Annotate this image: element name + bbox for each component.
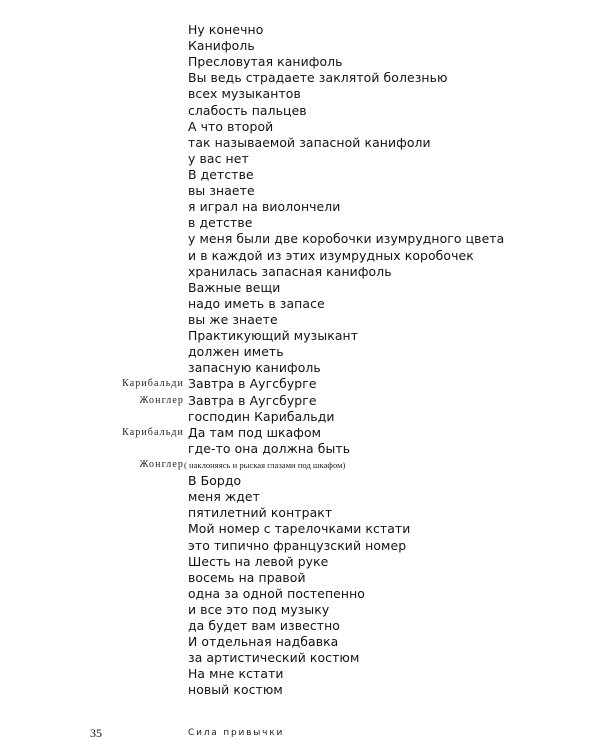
dialogue-text: Практикующий музыкант [188,328,359,344]
stage-direction: ( наклоняясь и рыская глазами под шкафом) [184,459,346,470]
script-line [0,682,600,698]
dialogue-text: Завтра в Аугсбурге [188,392,317,408]
script-line [0,618,600,634]
script-line [0,634,600,650]
script-line [0,231,600,247]
dialogue-text: надо иметь в запасе [188,295,325,311]
dialogue-text: у вас нет [188,150,249,166]
script-line [0,360,600,376]
dialogue-text: господин Карибальди [188,408,335,424]
dialogue-text: Важные вещи [188,279,281,295]
dialogue-text: новый костюм [188,682,283,698]
running-title: Сила привычки [188,728,285,738]
script-line [0,441,600,457]
dialogue-text: В детстве [188,166,254,182]
dialogue-text: да будет вам известно [188,618,340,634]
script-line [0,425,600,441]
speaker-name: Жонглер [139,394,184,406]
script-line [0,473,600,489]
script-line [0,167,600,183]
script-line [0,86,600,102]
script-line [0,602,600,618]
dialogue-text: Шесть на левой руке [188,553,329,569]
script-line [0,666,600,682]
dialogue-text: должен иметь [188,344,284,360]
dialogue-text: Мой номер с тарелочками кстати [188,521,411,537]
dialogue-text: вы же знаете [188,311,278,327]
dialogue-text: всех музыкантов [188,86,301,102]
script-line [0,38,600,54]
script-line [0,489,600,505]
page-number: 35 [90,726,102,740]
script-line [0,457,600,473]
script-line [0,650,600,666]
dialogue-text: я играл на виолончели [188,199,341,215]
script-line [0,22,600,38]
script-line [0,538,600,554]
speaker-name: Жонглер [139,458,184,470]
script-line [0,215,600,231]
dialogue-text: Пресловутая канифоль [188,54,343,70]
script-line [0,183,600,199]
dialogue-text: И отдельная надбавка [188,634,339,650]
script-line [0,586,600,602]
script-line [0,70,600,86]
script-line [0,119,600,135]
dialogue-text: и в каждой из этих изумрудных коробочек [188,247,474,263]
script-line [0,570,600,586]
dialogue-text: в детстве [188,215,253,231]
script-line [0,393,600,409]
script-line [0,135,600,151]
script-line [0,296,600,312]
script-line [0,376,600,392]
dialogue-text: Да там под шкафом [188,424,322,440]
dialogue-text: Ну конечно [188,22,264,37]
dialogue-text: Канифоль [188,38,255,54]
dialogue-text: и все это под музыку [188,601,330,617]
play-text [0,22,600,699]
dialogue-text: так называемой запасной канифоли [188,134,431,150]
dialogue-text: вы знаете [188,183,255,199]
dialogue-text: Вы ведь страдаете заклятой болезнью [188,70,448,86]
dialogue-text: хранилась запасная канифоль [188,263,392,279]
dialogue-text: где-то она должна быть [188,440,351,456]
script-line [0,199,600,215]
script-line [0,312,600,328]
speaker-name: Карибальди [122,426,184,438]
dialogue-text: меня ждет [188,489,260,505]
script-line [0,344,600,360]
script-line [0,264,600,280]
dialogue-text: это типично французский номер [188,537,407,553]
dialogue-text: На мне кстати [188,666,284,682]
dialogue-text: пятилетний контракт [188,505,333,521]
dialogue-text: слабость пальцев [188,102,307,118]
dialogue-text: Завтра в Аугсбурге [188,376,317,392]
dialogue-text: одна за одной постепенно [188,585,365,601]
script-line [0,409,600,425]
script-line [0,280,600,296]
script-line [0,328,600,344]
dialogue-text: запасную канифоль [188,360,321,376]
script-line [0,248,600,264]
script-line [0,521,600,537]
script-line [0,554,600,570]
script-line [0,151,600,167]
dialogue-text: В Бордо [188,473,242,489]
dialogue-text: за артистический костюм [188,650,360,666]
script-line [0,103,600,119]
speaker-name: Карибальди [122,378,184,390]
dialogue-text: А что второй [188,118,274,134]
script-line [0,505,600,521]
script-line [0,54,600,70]
dialogue-text: восемь на правой [188,569,306,585]
dialogue-text: у меня были две коробочки изумрудного цвета [188,231,505,247]
